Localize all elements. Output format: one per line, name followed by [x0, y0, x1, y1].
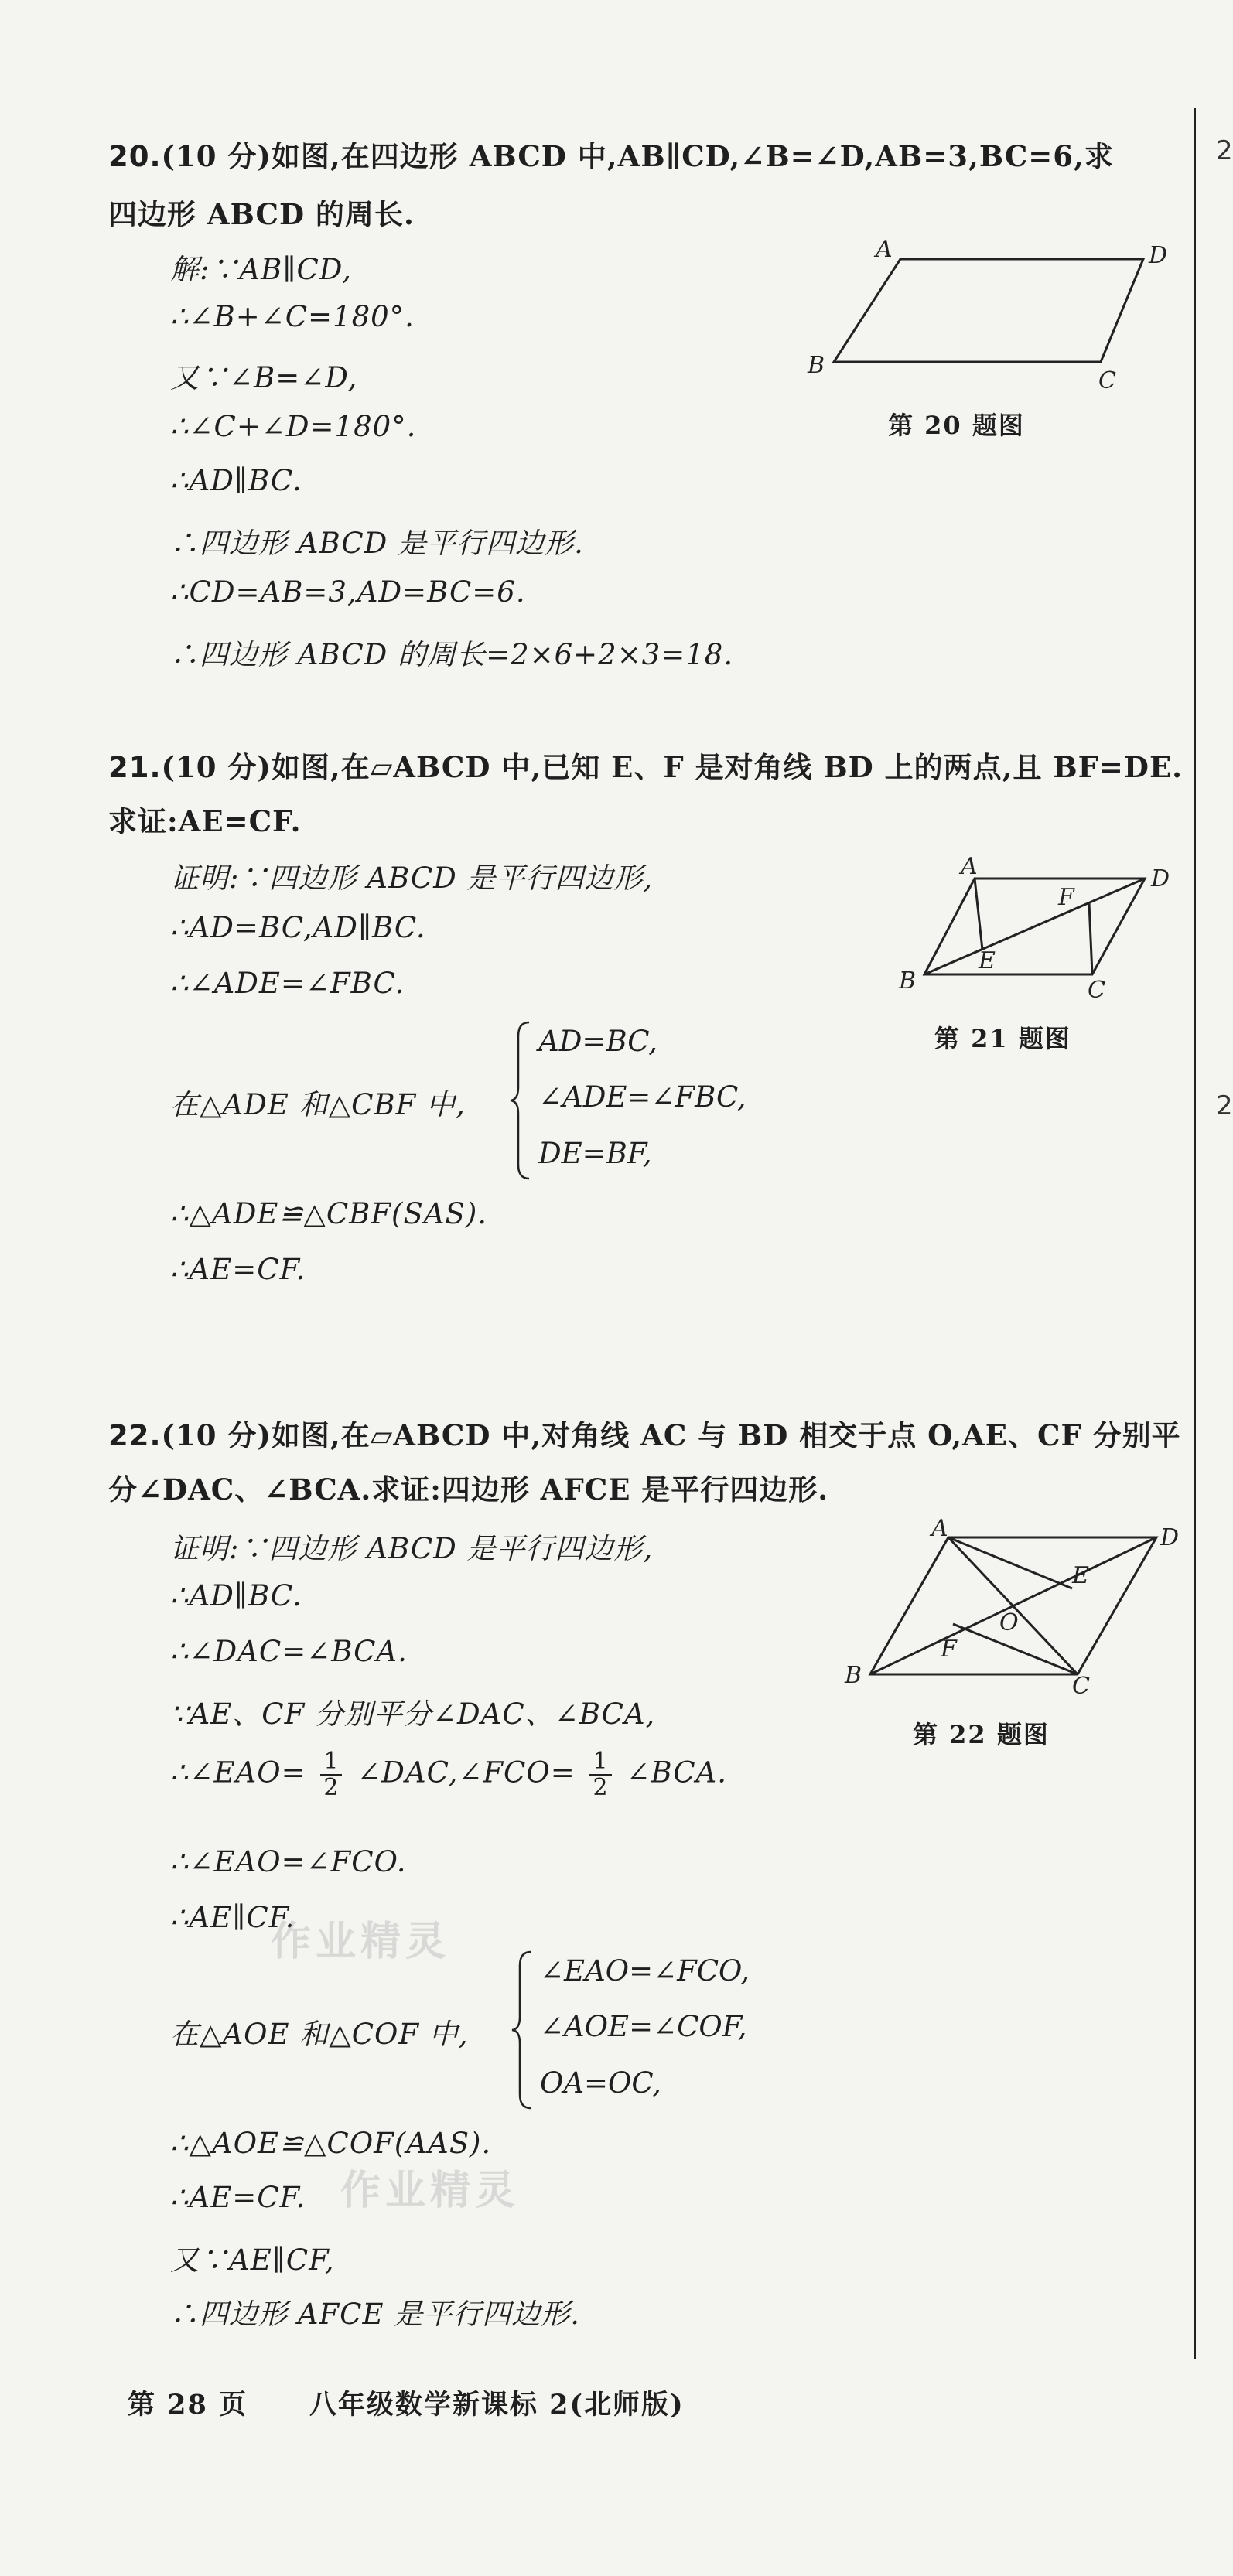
- q22-label-d: D: [1160, 1524, 1180, 1551]
- q21-system-prefix: 在△ADE 和△CBF 中,: [170, 1088, 466, 1121]
- q22-brace: [511, 1949, 534, 2111]
- q22-fraction-1: $\frac{1}{2}$: [320, 1749, 342, 1800]
- q20-step-8: ∴四边形 ABCD 的周长=2×6+2×3=18.: [170, 638, 734, 671]
- q21-segment-cf: [1089, 903, 1092, 974]
- footer-book-title: 八年级数学新课标 2(北师版): [309, 2389, 685, 2421]
- q21-diagonal-bd: [924, 879, 1145, 974]
- q22-label-c: C: [1072, 1673, 1090, 1700]
- q21-title-line2: 求证:AE=CF.: [108, 804, 302, 838]
- q20-step-1: 解:∵AB∥CD,: [170, 253, 352, 286]
- q22-system-line-3: OA=OC,: [540, 2066, 662, 2100]
- q21-label-b: B: [899, 967, 917, 995]
- q22-system-line-2: ∠AOE=∠COF,: [540, 2010, 747, 2043]
- q20-title-line2: 四边形 ABCD 的周长.: [108, 197, 415, 231]
- q20-parallelogram: [834, 259, 1143, 362]
- q22-figure: [835, 1508, 1191, 1700]
- q22-proof-6: ∴AE∥CF.: [170, 1901, 295, 1934]
- q21-system-line-1: AD=BC,: [538, 1025, 658, 1058]
- q22-figure-caption: 第 22 题图: [913, 1720, 1050, 1749]
- q21-proof-2: ∴AD=BC,AD∥BC.: [170, 911, 426, 944]
- q22-label-b: B: [845, 1662, 862, 1689]
- q22-proof-2: ∴AD∥BC.: [170, 1579, 302, 1612]
- q21-conclusion-2: ∴AE=CF.: [170, 1253, 306, 1286]
- q21-label-a: A: [961, 853, 978, 880]
- q20-step-3: 又∵∠B=∠D,: [170, 361, 358, 394]
- q21-title: 21.(10 分)如图,在▱ABCD 中,已知 E、F 是对角线 BD 上的两点,且 BF=DE.: [108, 750, 1183, 784]
- q22-title-line2: 分∠DAC、∠BCA.求证:四边形 AFCE 是平行四边形.: [108, 1472, 829, 1506]
- q21-proof-3: ∴∠ADE=∠FBC.: [170, 967, 405, 1000]
- q22-label-f: F: [941, 1636, 957, 1663]
- q21-figure-caption: 第 21 题图: [934, 1024, 1071, 1053]
- q22-fraction-2: $\frac{1}{2}$: [589, 1749, 611, 1800]
- q22-conclusion-2: ∴AE=CF.: [170, 2181, 306, 2214]
- watermark-1: 作业精灵: [271, 1918, 451, 1965]
- q21-label-d: D: [1151, 865, 1170, 892]
- footer-page-number: 第 28 页: [128, 2389, 248, 2421]
- q20-step-4: ∴∠C+∠D=180°.: [170, 410, 417, 443]
- q20-label-a: A: [876, 236, 893, 263]
- q22-proof-1: 证明:∵四边形 ABCD 是平行四边形,: [170, 1532, 654, 1565]
- q21-segment-ae: [975, 879, 982, 950]
- watermark-2: 作业精灵: [340, 2167, 521, 2214]
- q21-conclusion-1: ∴△ADE≌△CBF(SAS).: [170, 1197, 488, 1230]
- q21-proof-1: 证明:∵四边形 ABCD 是平行四边形,: [170, 862, 654, 895]
- q22-segment-ae: [948, 1537, 1072, 1588]
- q22-label-o: O: [999, 1609, 1019, 1636]
- q20-title: 20.(10 分)如图,在四边形 ABCD 中,AB∥CD,∠B=∠D,AB=3,BC=6,求: [108, 139, 1114, 173]
- q20-label-b: B: [808, 352, 825, 379]
- q20-step-6: ∴四边形 ABCD 是平行四边形.: [170, 527, 584, 560]
- q22-system-line-1: ∠EAO=∠FCO,: [540, 1954, 750, 1987]
- q22-proof-4: ∵AE、CF 分别平分∠DAC、∠BCA,: [170, 1697, 656, 1731]
- q21-label-c: C: [1088, 977, 1105, 1004]
- right-margin-rule: [1194, 108, 1196, 2359]
- q20-step-7: ∴CD=AB=3,AD=BC=6.: [170, 575, 526, 609]
- q21-label-f: F: [1058, 884, 1074, 911]
- edge-digit-top: 2: [1216, 135, 1233, 166]
- q20-step-5: ∴AD∥BC.: [170, 464, 302, 497]
- q22-conclusion-4: ∴四边形 AFCE 是平行四边形.: [170, 2298, 580, 2331]
- q21-system-line-2: ∠ADE=∠FBC,: [538, 1080, 746, 1114]
- q22-proof-3: ∴∠DAC=∠BCA.: [170, 1635, 408, 1668]
- q21-system-line-3: DE=BF,: [538, 1137, 652, 1170]
- q22-proof-5: ∴∠EAO=∠FCO.: [170, 1845, 407, 1878]
- q22-half-line: ∴∠EAO= $\frac{1}{2}$ ∠DAC,∠FCO= $\frac{1}{2}$ ∠BCA.: [170, 1748, 727, 1801]
- edge-digit-middle: 2: [1216, 1090, 1233, 1121]
- q22-conclusion-3: 又∵AE∥CF,: [170, 2243, 335, 2277]
- q20-label-d: D: [1149, 242, 1168, 269]
- q21-label-e: E: [979, 947, 996, 974]
- q20-figure: [797, 224, 1183, 402]
- q22-diagonal-bd: [870, 1537, 1156, 1674]
- q20-figure-caption: 第 20 题图: [888, 411, 1025, 440]
- q22-title: 22.(10 分)如图,在▱ABCD 中,对角线 AC 与 BD 相交于点 O,AE、CF 分别平: [108, 1418, 1181, 1452]
- q22-conclusion-1: ∴△AOE≌△COF(AAS).: [170, 2127, 492, 2160]
- q21-brace: [509, 1019, 532, 1182]
- q20-label-c: C: [1098, 367, 1116, 394]
- q21-figure: [890, 843, 1191, 1005]
- q22-label-e: E: [1072, 1562, 1089, 1589]
- q22-system-prefix: 在△AOE 和△COF 中,: [170, 2018, 469, 2051]
- q20-step-2: ∴∠B+∠C=180°.: [170, 300, 415, 333]
- q22-label-a: A: [931, 1515, 948, 1542]
